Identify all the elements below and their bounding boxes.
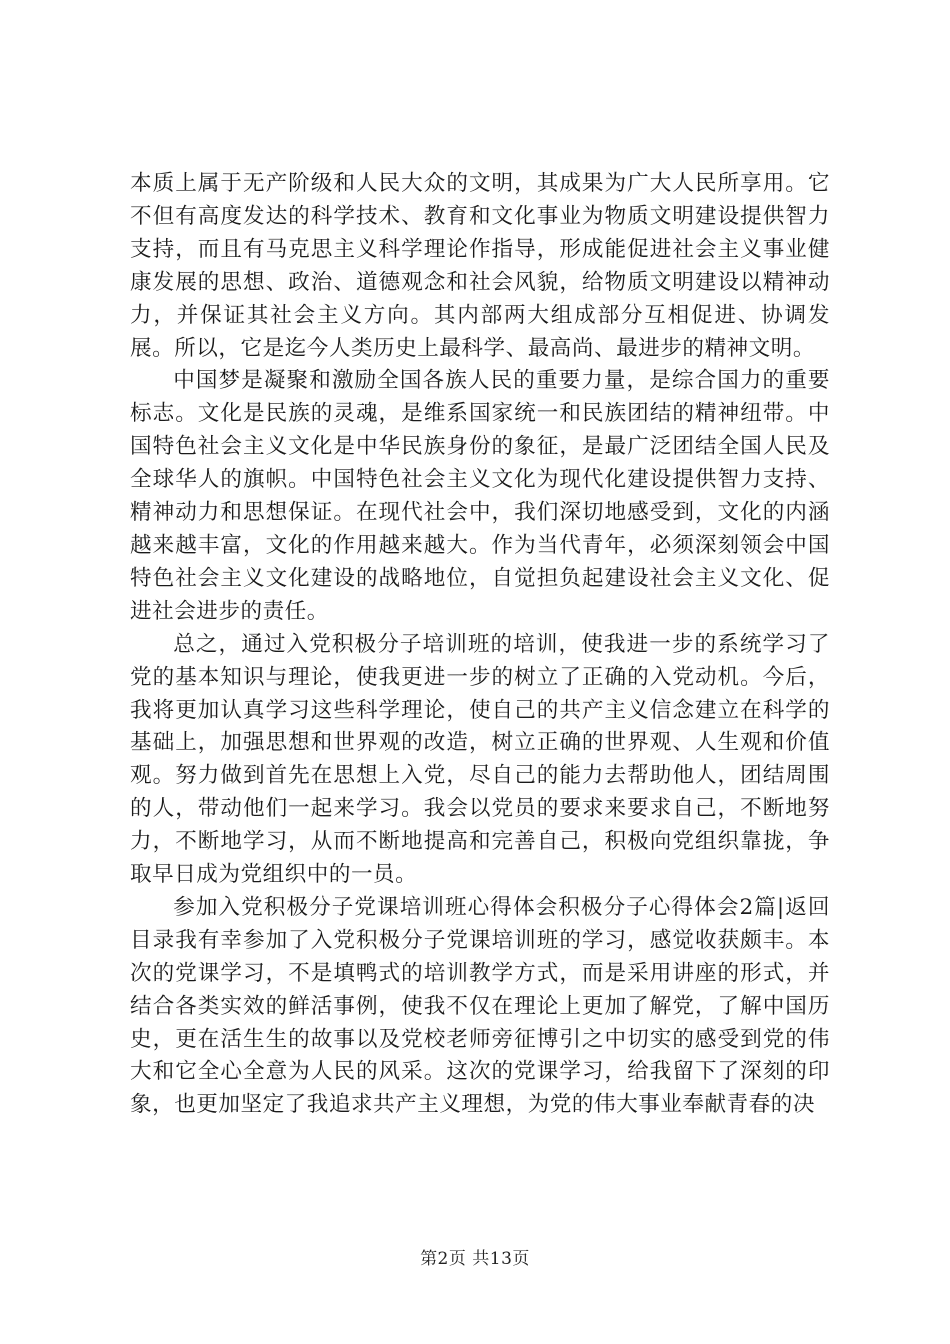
paragraph-2: 中国梦是凝聚和激励全国各族人民的重要力量，是综合国力的重要标志。文化是民族的灵魂，是维系国家统一和民族团结的精神纽带。中国特色社会主义文化是中华民族身份的象征，是最广泛团结全国人民及全球华人的旗帜。中国特色社会主义文化为现代化建设提供智力支持、精神动力和思想保证。在现代社会中，我们深切地感受到，文化的内涵越来越丰富，文化的作用越来越大。作为当代青年，必须深刻领会中国特色社会主义文化建设的战略地位，自觉担负起建设社会主义文化、促进社会进步的责任。 xyxy=(130,368,830,624)
paragraph-1: 本质上属于无产阶级和人民大众的文明，其成果为广大人民所享用。它不但有高度发达的科学技术、教育和文化事业为物质文明建设提供智力支持，而且有马克思主义科学理论作指导，形成能促进社会主义事业健康发展的思想、政治、道德观念和社会风貌，给物质文明建设以精神动力，并保证其社会主义方向。其内部两大组成部分互相促进、协调发展。所以，它是迄今人类历史上最科学、最高尚、最进步的精神文明。 xyxy=(130,171,830,361)
paragraph-4: 参加入党积极分子党课培训班心得体会积极分子心得体会2篇|返回目录我有幸参加了入党积极分子党课培训班的学习，感觉收获颇丰。本次的党课学习，不是填鸭式的培训教学方式，而是采用讲座的形式，并结合各类实效的鲜活事例，使我不仅在理论上更加了解党，了解中国历史，更在活生生的故事以及党校老师旁征博引之中切实的感受到党的伟大和它全心全意为人民的风采。这次的党课学习，给我留下了深刻的印象，也更加坚定了我追求共产主义理想，为党的伟大事业奉献青春的决 xyxy=(130,894,830,1118)
page-number-footer: 第2页 共13页 xyxy=(420,1249,530,1269)
document-body xyxy=(130,168,830,1122)
paragraph-3: 总之，通过入党积极分子培训班的培训，使我进一步的系统学习了党的基本知识与理论，使我更进一步的树立了正确的入党动机。今后，我将更加认真学习这些科学理论，使自己的共产主义信念建立在科学的基础上，加强思想和世界观的改造，树立正确的世界观、人生观和价值观。努力做到首先在思想上入党，尽自己的能力去帮助他人，团结周围的人，带动他们一起来学习。我会以党员的要求来要求自己，不断地努力，不断地学习，从而不断地提高和完善自己，积极向党组织靠拢，争取早日成为党组织中的一员。 xyxy=(130,631,830,888)
